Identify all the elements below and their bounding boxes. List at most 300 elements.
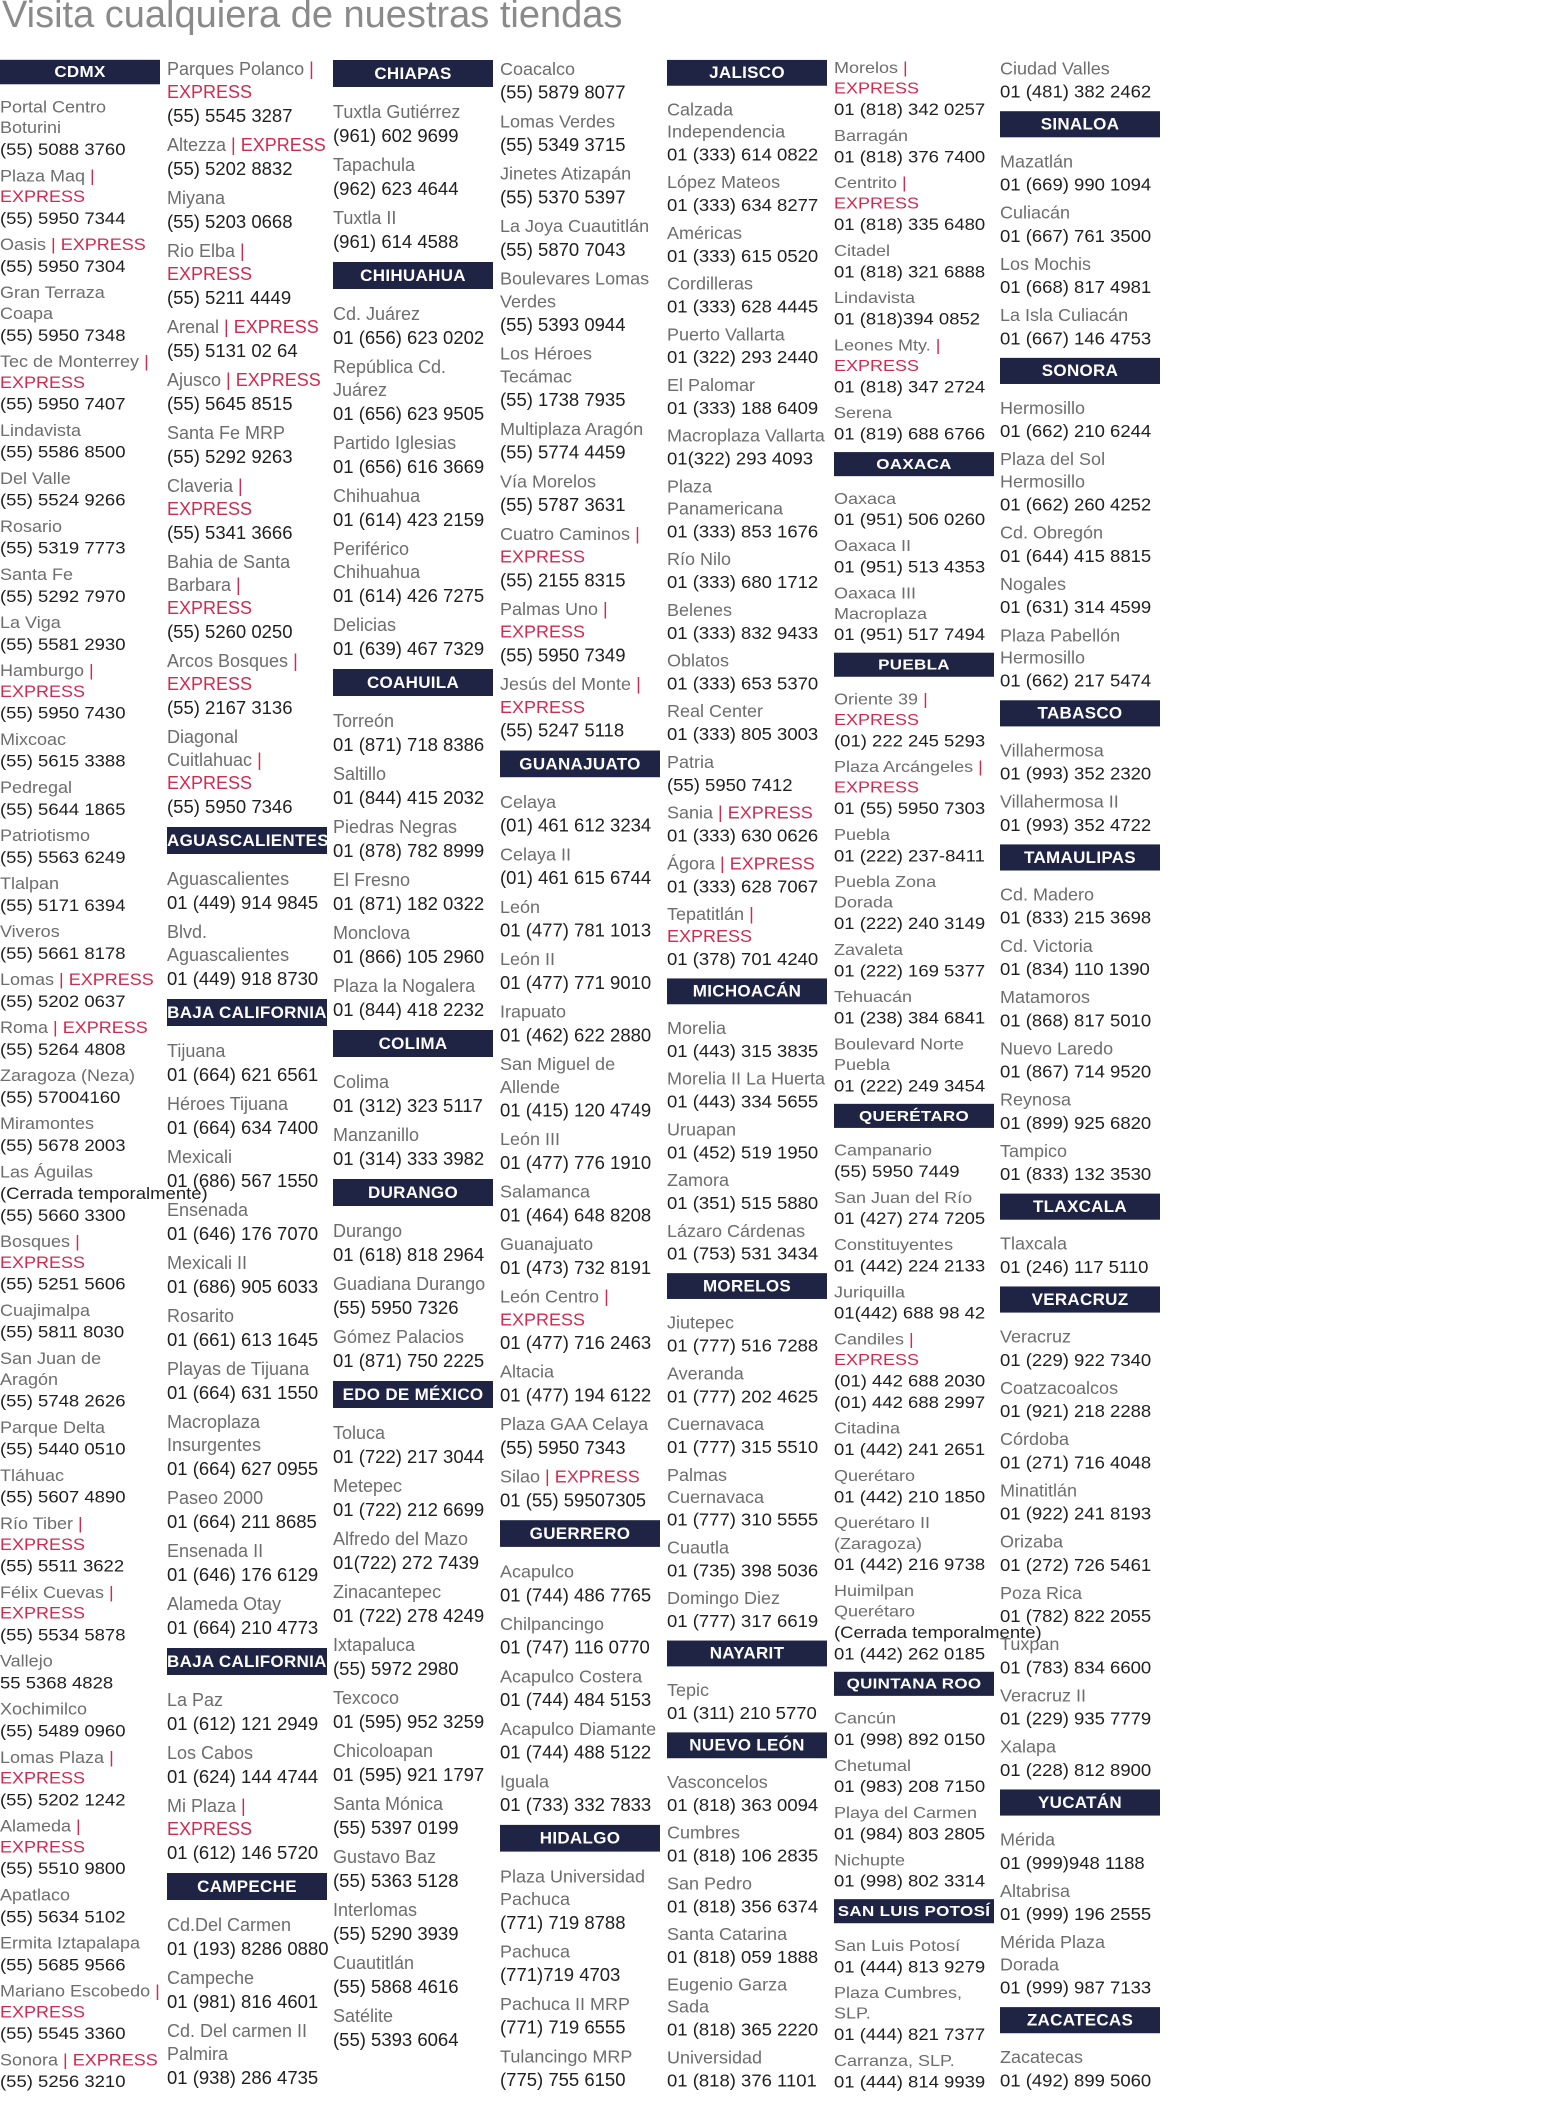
store-name-line xyxy=(834,1034,994,1075)
store-name-line xyxy=(1000,1829,1160,1851)
store-name-line xyxy=(834,825,994,846)
store-name: Tampico xyxy=(1000,1141,1068,1161)
store-name: Chicoloapan xyxy=(333,1741,434,1761)
store-entry xyxy=(667,1537,827,1582)
express-separator: | xyxy=(304,59,314,79)
store-entry xyxy=(500,1941,660,1987)
store-phone: 01 (444) 821 7377 xyxy=(834,2024,986,2044)
state-header: CHIHUAHUA xyxy=(333,262,493,289)
store-entry xyxy=(667,1414,827,1459)
store-name: Veracruz II xyxy=(1000,1685,1087,1706)
store-name-line xyxy=(834,1140,994,1161)
express-separator: | xyxy=(897,173,907,192)
state-header: OAXACA xyxy=(834,452,994,476)
store-entry xyxy=(667,1068,827,1113)
store-entry xyxy=(500,1053,660,1122)
express-separator: | xyxy=(599,1286,609,1307)
store-phone: 01 (631) 314 4599 xyxy=(1000,596,1152,618)
store-name-line xyxy=(500,1770,660,1793)
store-phone: 01 (818) 342 0257 xyxy=(834,99,986,119)
store-name: Orizaba xyxy=(1000,1532,1064,1552)
store-phone: 01 (656) 623 9505 xyxy=(333,403,485,424)
store-name-line xyxy=(1000,574,1160,596)
store-name: Mexicali xyxy=(167,1147,233,1167)
store-entry xyxy=(167,422,327,469)
store-name-line xyxy=(333,816,493,839)
store-phone: (55) 57004160 xyxy=(0,1087,121,1107)
store-entry xyxy=(167,1199,327,1246)
store-name-line xyxy=(333,869,493,892)
store-phone: 01 (733) 332 7833 xyxy=(500,1794,652,1815)
store-phone: (55) 5950 7348 xyxy=(0,325,126,345)
store-phone: (55) 5586 8500 xyxy=(0,442,126,462)
store-phone: 01 (612) 121 2949 xyxy=(167,1713,319,1734)
store-entry xyxy=(0,1349,160,1412)
store-name-line xyxy=(333,1071,493,1094)
store-entry xyxy=(667,1680,827,1725)
store-phone: 01 (614) 426 7275 xyxy=(333,585,485,606)
store-name: Acapulco Costera xyxy=(500,1666,643,1687)
store-entry xyxy=(1000,1634,1160,1679)
store-name-line xyxy=(667,324,827,346)
store-entry xyxy=(0,469,160,512)
store-phone: 01 (844) 415 2032 xyxy=(333,787,485,808)
store-entry xyxy=(1000,1377,1160,1422)
store-entry xyxy=(0,1699,160,1742)
store-entry xyxy=(333,101,493,148)
store-phone: (55) 5950 7412 xyxy=(667,774,793,795)
store-name-line xyxy=(333,207,493,230)
store-name: Ermita Iztapalapa xyxy=(0,1934,141,1953)
store-entry xyxy=(1000,58,1160,103)
store-name: San Luis Potosí xyxy=(834,1936,961,1955)
store-name: Zavaleta xyxy=(834,940,904,959)
store-name: Partido Iglesias xyxy=(333,433,457,453)
store-name: Alameda xyxy=(0,1817,72,1836)
express-separator: | xyxy=(85,166,95,185)
store-phone: 01 (871) 718 8386 xyxy=(333,734,485,755)
store-entry xyxy=(0,874,160,917)
store-name: Barragán xyxy=(834,126,909,145)
store-name-line xyxy=(500,58,660,81)
store-entry xyxy=(500,418,660,464)
store-name-line xyxy=(1000,253,1160,275)
store-name: Patria xyxy=(667,752,715,772)
store-name-line xyxy=(500,110,660,133)
express-label: EXPRESS xyxy=(240,135,326,155)
store-name-line xyxy=(167,726,327,795)
state-header: ZACATECAS xyxy=(1000,2007,1160,2033)
store-name-line xyxy=(834,1513,994,1554)
store-name: Tuxtla II xyxy=(333,208,397,228)
store-entry xyxy=(0,1816,160,1879)
store-entry xyxy=(333,1952,493,1999)
store-name-line xyxy=(333,538,493,584)
store-name: Querétaro xyxy=(834,1466,916,1485)
store-name: Guanajuato xyxy=(500,1234,594,1255)
express-label: EXPRESS xyxy=(0,2002,86,2022)
store-name: La Paz xyxy=(167,1690,224,1710)
store-name: Poza Rica xyxy=(1000,1583,1083,1603)
store-name-line xyxy=(1000,449,1160,493)
store-name-line xyxy=(1000,1736,1160,1758)
store-entry xyxy=(500,1466,660,1512)
express-label: EXPRESS xyxy=(167,499,253,519)
store-name: León II xyxy=(500,949,556,970)
store-phone: (55) 5397 0199 xyxy=(333,1817,459,1838)
store-name-line xyxy=(500,523,660,569)
store-phone: (55) 5563 6249 xyxy=(0,847,126,867)
store-entry xyxy=(667,802,827,847)
store-entry xyxy=(0,2050,160,2093)
store-name-line xyxy=(333,485,493,508)
store-entry xyxy=(1000,151,1160,196)
express-separator: | xyxy=(226,135,241,155)
store-name-line xyxy=(1000,935,1160,957)
store-name-line xyxy=(0,778,160,799)
express-label: EXPRESS xyxy=(0,187,86,206)
store-name-line xyxy=(167,551,327,620)
store-phone: 01 (333) 628 4445 xyxy=(667,296,819,317)
store-phone: 01 (639) 467 7329 xyxy=(333,638,485,659)
store-entry xyxy=(1000,1531,1160,1576)
store-phone: (55) 5950 7326 xyxy=(333,1297,459,1318)
store-phone: 01 (993) 352 4722 xyxy=(1000,814,1152,835)
store-phone: 01 (819) 688 6766 xyxy=(834,424,986,444)
store-name: Plaza Panamericana xyxy=(667,477,784,519)
express-separator: | xyxy=(46,235,61,254)
store-entry xyxy=(500,1718,660,1764)
store-name-line xyxy=(1000,1140,1160,1162)
store-name: Villahermosa II xyxy=(1000,792,1119,812)
store-name: Piedras Negras xyxy=(333,817,458,837)
store-name: Alfredo del Mazo xyxy=(333,1529,469,1549)
express-label: EXPRESS xyxy=(667,926,753,946)
store-phone: 01 (222) 240 3149 xyxy=(834,913,986,933)
state-header: TABASCO xyxy=(1000,700,1160,726)
store-name: Campanario xyxy=(834,1141,933,1160)
store-name: San Pedro xyxy=(667,1874,753,1894)
store-name: Ajusco xyxy=(167,370,222,390)
store-phone: 01 (871) 750 2225 xyxy=(333,1350,485,1371)
store-entry xyxy=(167,1487,327,1534)
store-phone: (771) 719 6555 xyxy=(500,2016,626,2038)
store-phone: 01 (777) 516 7288 xyxy=(667,1335,819,1356)
store-entry xyxy=(1000,935,1160,980)
store-entry xyxy=(667,853,827,898)
store-name-line xyxy=(333,1220,493,1243)
store-entry xyxy=(167,1358,327,1405)
store-column xyxy=(333,58,493,2058)
store-phone: (55) 5644 1865 xyxy=(0,799,126,819)
store-entry xyxy=(1000,1089,1160,1134)
store-name: Oasis xyxy=(0,235,47,254)
store-name-line xyxy=(667,273,827,295)
store-name: Lomas Plaza xyxy=(0,1748,105,1767)
store-entry xyxy=(834,58,994,120)
store-name-line xyxy=(333,763,493,786)
store-entry xyxy=(500,523,660,592)
state-header: MICHOACÁN xyxy=(667,978,827,1004)
express-separator: | xyxy=(84,661,94,680)
store-name: Chihuahua xyxy=(333,486,421,506)
store-name-line xyxy=(834,536,994,557)
store-name: Pachuca II MRP xyxy=(500,1994,631,2014)
store-name: Los Mochis xyxy=(1000,254,1092,274)
store-phone: 01 (443) 334 5655 xyxy=(667,1091,819,1112)
store-name: Tijuana xyxy=(167,1041,226,1061)
store-name-line xyxy=(1000,1089,1160,1111)
store-name: Cordilleras xyxy=(667,274,754,294)
store-entry xyxy=(0,1981,160,2044)
store-column xyxy=(1000,58,1160,2098)
express-label: EXPRESS xyxy=(500,1309,586,1330)
store-name-line xyxy=(167,1742,327,1765)
store-column xyxy=(500,58,660,2098)
store-phone: 01 (442) 216 9738 xyxy=(834,1554,986,1574)
store-phone: 01 (777) 310 5555 xyxy=(667,1509,819,1530)
store-entry xyxy=(834,1803,994,1845)
store-name: La Joya Cuautitlán xyxy=(500,216,650,237)
store-name: Constituyentes xyxy=(834,1235,954,1254)
store-phone: (55) 5393 0944 xyxy=(500,314,626,336)
store-name: Puerto Vallarta xyxy=(667,324,785,345)
express-separator: | xyxy=(744,904,754,924)
store-phone: 01 (818) 106 2835 xyxy=(667,1845,819,1866)
store-name-line xyxy=(500,673,660,719)
store-entry xyxy=(834,987,994,1029)
store-name-line xyxy=(1000,1233,1160,1255)
express-separator: | xyxy=(219,317,234,337)
store-name-line xyxy=(333,1581,493,1604)
store-phone: (55) 5545 3287 xyxy=(167,105,293,126)
store-entry xyxy=(1000,1736,1160,1781)
store-name-line xyxy=(333,1326,493,1349)
store-name: Irapuato xyxy=(500,1001,567,1022)
store-phone: 01 (818) 363 0094 xyxy=(667,1794,819,1815)
store-phone: 01 (311) 210 5770 xyxy=(667,1702,817,1723)
store-name: Del Valle xyxy=(0,469,71,488)
store-name: Macroplaza Insurgentes xyxy=(167,1412,262,1455)
state-header: EDO DE MÉXICO xyxy=(333,1381,493,1408)
store-entry xyxy=(333,1899,493,1946)
store-phone: (55) 5607 4890 xyxy=(0,1487,126,1507)
store-entry xyxy=(333,1220,493,1267)
store-name: Coatzacoalcos xyxy=(1000,1378,1119,1398)
store-entry xyxy=(1000,1140,1160,1185)
store-name-line xyxy=(0,1981,160,2023)
store-name-line xyxy=(0,1349,160,1391)
store-entry xyxy=(0,97,160,160)
store-phone: (55) 5292 7970 xyxy=(0,586,126,606)
store-phone: (55) 5748 2626 xyxy=(0,1391,126,1411)
store-name: Miramontes xyxy=(0,1114,95,1133)
state-header: YUCATÁN xyxy=(1000,1789,1160,1815)
store-name-line xyxy=(1000,1429,1160,1451)
store-name-line xyxy=(500,1053,660,1099)
store-name: Lomas xyxy=(0,970,55,989)
store-phone: 01 (984) 803 2805 xyxy=(834,1824,986,1843)
store-phone: 01 (656) 623 0202 xyxy=(333,327,485,348)
store-entry xyxy=(667,600,827,645)
store-phone: 01 (818) 335 6480 xyxy=(834,214,986,234)
store-name-line xyxy=(667,802,827,824)
store-entry xyxy=(667,1119,827,1164)
store-entry xyxy=(0,1301,160,1344)
store-phone: 01 (999)948 1188 xyxy=(1000,1852,1145,1873)
store-phone: (55) 5950 7346 xyxy=(167,796,293,817)
store-entry xyxy=(167,1252,327,1299)
store-name: Torreón xyxy=(333,711,395,731)
store-entry xyxy=(0,1582,160,1645)
store-name: Jinetes Atizapán xyxy=(500,163,632,184)
store-entry xyxy=(500,110,660,156)
store-phone: 01 (664) 634 7400 xyxy=(167,1117,319,1138)
store-entry xyxy=(1000,449,1160,517)
store-name-line xyxy=(167,1795,327,1841)
store-entry xyxy=(834,1983,994,2045)
store-name: Hamburgo xyxy=(0,661,85,680)
store-name: Averanda xyxy=(667,1364,744,1384)
store-name: Jesús del Monte xyxy=(500,674,632,695)
store-phone: 01 (444) 813 9279 xyxy=(834,1957,986,1976)
store-name: Tepatitlán xyxy=(667,904,745,924)
store-name-line xyxy=(333,432,493,455)
store-phone: 01 (462) 622 2880 xyxy=(500,1024,652,1046)
store-name: Altacia xyxy=(500,1361,555,1382)
express-label: EXPRESS xyxy=(167,264,253,284)
store-phone: 01 (753) 531 3434 xyxy=(667,1243,819,1264)
store-name-line xyxy=(0,1232,160,1274)
store-name-line xyxy=(500,2046,660,2069)
express-separator: | xyxy=(630,523,640,544)
store-phone: 01 (777) 315 5510 xyxy=(667,1436,819,1457)
store-name-line xyxy=(0,970,160,991)
store-name-line xyxy=(333,303,493,326)
store-entry xyxy=(834,825,994,867)
store-phone: 01 (735) 398 5036 xyxy=(667,1560,819,1581)
store-entry xyxy=(167,1146,327,1193)
store-name-line xyxy=(500,844,660,867)
store-entry xyxy=(333,1581,493,1628)
state-header: NUEVO LEÓN xyxy=(667,1732,827,1758)
store-name: Nogales xyxy=(1000,574,1067,594)
store-name: Gómez Palacios xyxy=(333,1327,465,1347)
store-name: Santa Fe xyxy=(0,565,74,584)
store-phone: 01 (999) 987 7133 xyxy=(1000,1977,1152,1998)
store-entry xyxy=(1000,1880,1160,1925)
express-label: EXPRESS xyxy=(727,803,813,823)
store-name-line xyxy=(167,868,327,891)
store-phone: 01 (229) 922 7340 xyxy=(1000,1349,1152,1370)
store-entry xyxy=(167,1795,327,1865)
store-name: Plaza Maq xyxy=(0,166,86,185)
store-name-line xyxy=(167,650,327,696)
store-entry xyxy=(333,869,493,916)
store-name: Serena xyxy=(834,403,893,422)
store-entry xyxy=(834,489,994,531)
store-name-line xyxy=(834,2051,994,2072)
store-name: Multiplaza Aragón xyxy=(500,419,644,439)
store-name-line xyxy=(667,1537,827,1559)
store-name: Altabrisa xyxy=(1000,1881,1071,1901)
store-phone: 01(322) 293 4093 xyxy=(667,448,814,469)
store-name-line xyxy=(834,1708,994,1729)
store-name: Monclova xyxy=(333,923,411,943)
store-name: Puebla Zona Dorada xyxy=(834,872,937,912)
express-label: EXPRESS xyxy=(235,370,321,390)
store-name-line xyxy=(333,1634,493,1657)
store-entry xyxy=(834,335,994,397)
store-name: Universidad xyxy=(667,2048,763,2068)
store-name: Morelia xyxy=(667,1018,727,1038)
state-header: PUEBLA xyxy=(834,653,994,677)
store-phone-secondary: (01) 442 688 2997 xyxy=(834,1392,986,1412)
express-label: EXPRESS xyxy=(62,1018,148,1037)
store-name-line xyxy=(333,1846,493,1869)
store-entry xyxy=(667,273,827,318)
store-phone: (55) 5202 8832 xyxy=(167,158,293,179)
store-name: Palmas Uno xyxy=(500,599,599,619)
store-entry xyxy=(667,904,827,971)
store-entry xyxy=(167,921,327,991)
store-name-line xyxy=(0,826,160,847)
store-name-line xyxy=(0,1018,160,1039)
store-phone: 01 (664) 621 6561 xyxy=(167,1064,319,1085)
store-entry xyxy=(1000,1038,1160,1083)
store-name-line xyxy=(667,650,827,672)
store-phone: 01 (612) 146 5720 xyxy=(167,1842,319,1863)
store-name-line xyxy=(1000,522,1160,544)
store-entry xyxy=(0,1933,160,1976)
store-name-line xyxy=(167,921,327,967)
express-separator: | xyxy=(104,1583,114,1602)
store-entry xyxy=(167,134,327,181)
store-entry xyxy=(500,268,660,337)
store-name-line xyxy=(667,1924,827,1946)
store-name: Calzada Independencia xyxy=(667,100,786,142)
store-entry xyxy=(834,1329,994,1413)
express-separator: | xyxy=(54,970,69,989)
store-phone: 01 (55) 5950 7303 xyxy=(834,798,986,818)
store-entry xyxy=(333,207,493,254)
store-entry xyxy=(0,661,160,724)
store-phone: 01 (999) 196 2555 xyxy=(1000,1903,1152,1924)
store-entry xyxy=(1000,987,1160,1032)
store-name: Ágora xyxy=(667,854,716,874)
state-header: DURANGO xyxy=(333,1179,493,1206)
store-name-line xyxy=(834,940,994,961)
store-phone: (55) 5811 8030 xyxy=(0,1322,125,1342)
store-name: La Viga xyxy=(0,613,61,632)
store-phone: 01 (722) 217 3044 xyxy=(333,1446,485,1467)
store-name: Gran Terraza Coapa xyxy=(0,283,105,323)
store-name-line xyxy=(167,1487,327,1510)
store-phone: 01 (664) 627 0955 xyxy=(167,1458,319,1479)
store-phone: 01 (222) 169 5377 xyxy=(834,961,986,980)
store-name: Salamanca xyxy=(500,1181,591,1202)
store-entry xyxy=(333,485,493,532)
store-name: Periférico Chihuahua xyxy=(333,539,421,582)
store-phone: 01 (442) 210 1850 xyxy=(834,1487,986,1506)
store-entry xyxy=(167,1593,327,1640)
store-name: Cuernavaca xyxy=(667,1414,765,1434)
store-entry xyxy=(333,1846,493,1893)
store-name: Lindavista xyxy=(834,288,916,307)
store-name: Metepec xyxy=(333,1476,403,1496)
express-separator: | xyxy=(150,1982,160,2001)
state-header: VERACRUZ xyxy=(1000,1286,1160,1312)
